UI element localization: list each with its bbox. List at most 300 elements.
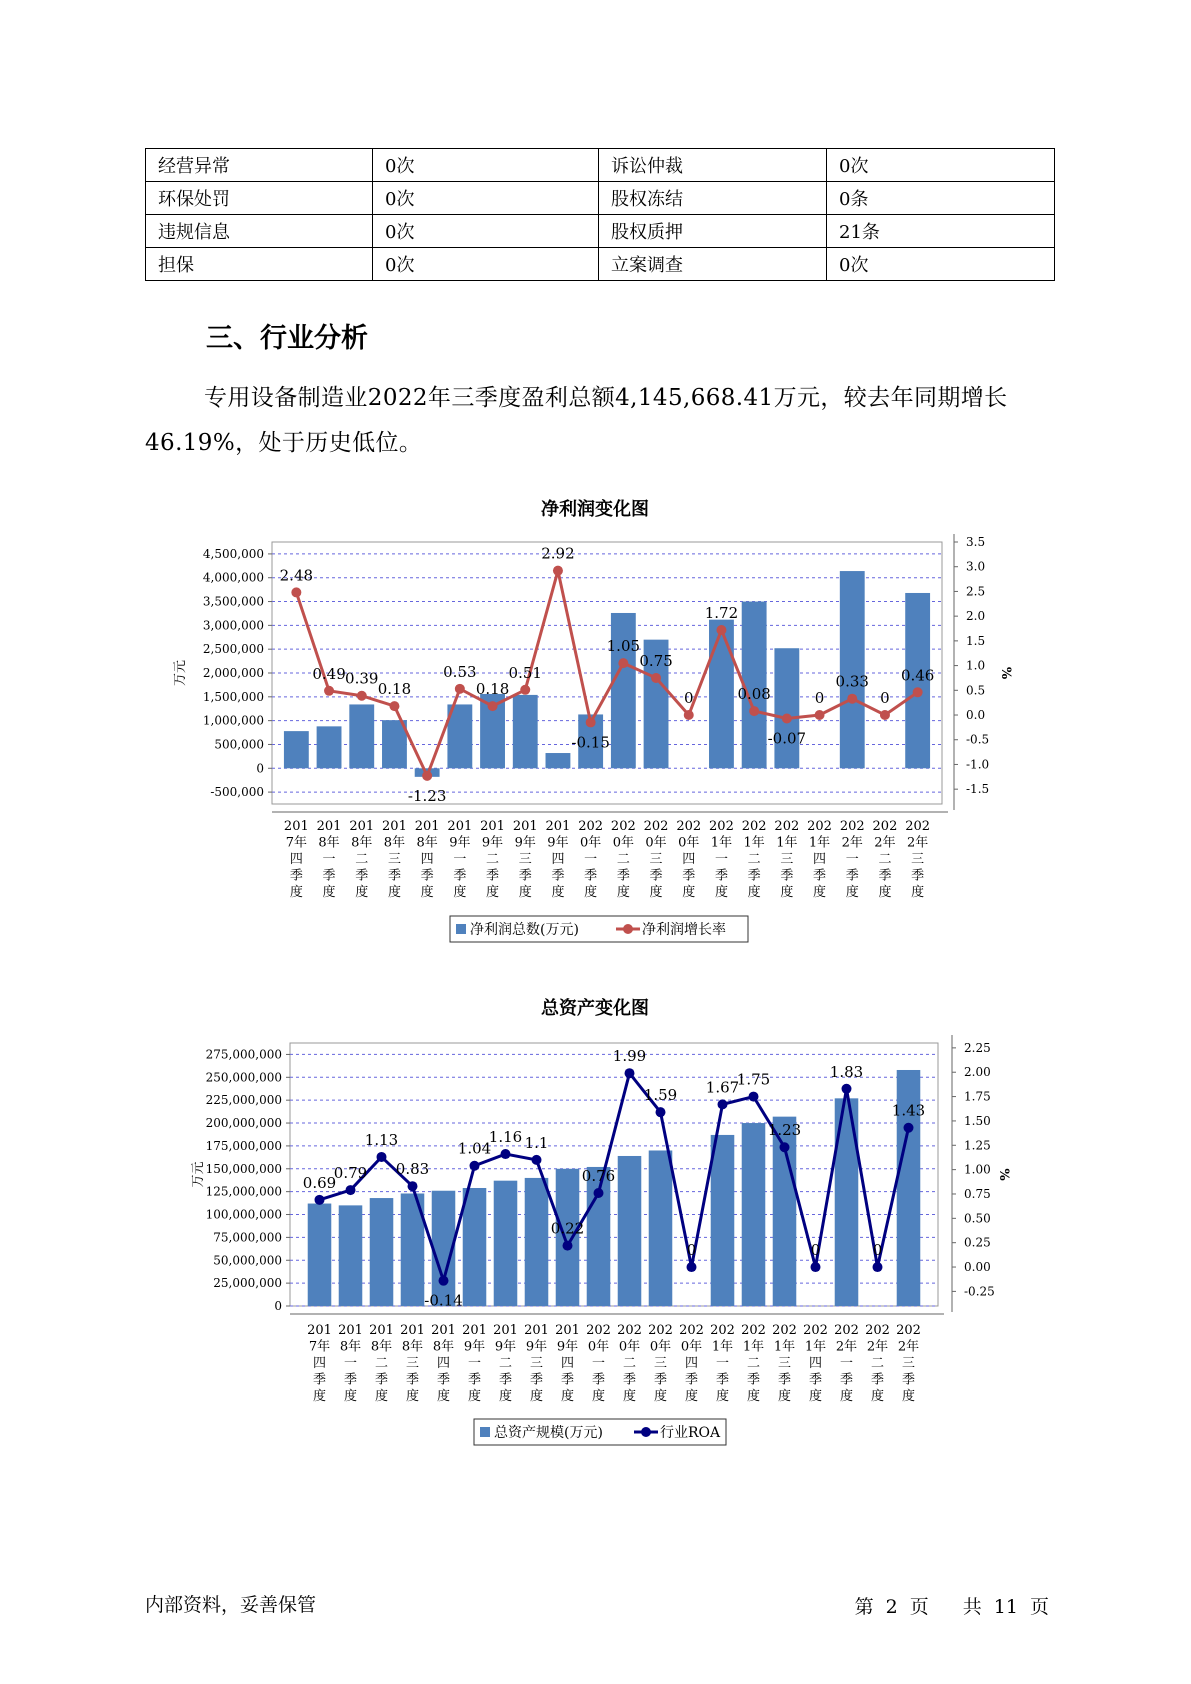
x-tick-label: 三 bbox=[387, 852, 401, 867]
y-tick-label: 175,000,000 bbox=[205, 1138, 282, 1153]
x-tick-label: 201 bbox=[414, 819, 440, 834]
series-point bbox=[718, 1099, 728, 1109]
x-tick-label: 四 bbox=[813, 852, 827, 867]
x-tick-label: 201 bbox=[316, 819, 342, 834]
x-tick-label: 202 bbox=[807, 819, 832, 834]
series-point bbox=[716, 625, 726, 635]
data-label: 1.13 bbox=[364, 1130, 399, 1149]
x-tick-label: 度 bbox=[870, 1389, 885, 1404]
x-tick-label: 201 bbox=[283, 819, 309, 834]
data-label: 0 bbox=[880, 689, 890, 708]
series-point bbox=[408, 1181, 418, 1191]
x-tick-label: 季 bbox=[780, 868, 794, 884]
x-tick-label: 度 bbox=[467, 1389, 482, 1404]
x-tick-label: 度 bbox=[878, 885, 892, 900]
bar bbox=[349, 704, 374, 768]
x-tick-label: 2年 bbox=[874, 835, 896, 851]
x-tick-label: 1年 bbox=[711, 1339, 734, 1355]
data-label: 0.18 bbox=[377, 680, 412, 699]
series-point bbox=[470, 1161, 480, 1171]
risk-info-table bbox=[145, 148, 1055, 281]
x-tick-label: 度 bbox=[622, 1389, 637, 1404]
y-tick-label: 100,000,000 bbox=[205, 1207, 282, 1222]
y-tick-label: 150,000,000 bbox=[205, 1161, 282, 1176]
series-point bbox=[422, 771, 432, 781]
chart-svg bbox=[0, 490, 1191, 950]
x-tick-label: 9年 bbox=[449, 835, 471, 851]
y2-tick-label: 2.0 bbox=[966, 609, 986, 624]
x-tick-label: 8年 bbox=[370, 1339, 393, 1355]
x-tick-label: 三 bbox=[405, 1356, 420, 1371]
x-tick-label: 2年 bbox=[866, 1339, 889, 1355]
x-tick-label: 季 bbox=[715, 1372, 730, 1388]
x-tick-label: 1年 bbox=[808, 835, 831, 851]
x-tick-label: 9年 bbox=[494, 1339, 517, 1355]
x-tick-label: 202 bbox=[710, 1323, 735, 1338]
y-tick-label: 4,500,000 bbox=[202, 546, 264, 561]
x-tick-label: 季 bbox=[486, 868, 500, 884]
data-label: -0.07 bbox=[767, 729, 807, 748]
x-tick-label: 0年 bbox=[680, 1339, 703, 1355]
legend-line-label: 净利润增长率 bbox=[642, 922, 726, 938]
x-tick-label: 季 bbox=[453, 868, 467, 884]
x-tick-label: 季 bbox=[436, 1372, 451, 1388]
x-tick-label: 202 bbox=[679, 1323, 704, 1338]
y2-tick-label: 1.5 bbox=[966, 633, 986, 648]
y2-tick-label: 3.0 bbox=[966, 559, 986, 574]
data-label: 1.43 bbox=[891, 1101, 926, 1120]
x-tick-label: 一 bbox=[453, 852, 467, 867]
x-tick-label: 度 bbox=[529, 1389, 544, 1404]
bar bbox=[774, 648, 799, 768]
table-cell-label: 环保处罚 bbox=[146, 182, 373, 215]
y-tick-label: 25,000,000 bbox=[213, 1276, 282, 1291]
x-tick-label: 度 bbox=[551, 885, 565, 900]
table-row bbox=[146, 248, 1055, 281]
x-tick-label: 8年 bbox=[351, 835, 373, 851]
series-point bbox=[618, 658, 628, 668]
series-point bbox=[656, 1107, 666, 1117]
table-cell-label: 担保 bbox=[146, 248, 373, 281]
series-point bbox=[594, 1188, 604, 1198]
y2-tick-label: 0.50 bbox=[964, 1211, 991, 1226]
x-tick-label: 四 bbox=[808, 1356, 823, 1371]
x-tick-label: 度 bbox=[911, 885, 925, 900]
x-tick-label: 0年 bbox=[678, 835, 700, 851]
data-label: 0.51 bbox=[508, 663, 542, 682]
x-tick-label: 度 bbox=[649, 885, 663, 900]
bar bbox=[494, 1181, 518, 1306]
bar bbox=[618, 1156, 642, 1306]
data-label: 1.16 bbox=[488, 1128, 523, 1147]
x-tick-label: 度 bbox=[845, 885, 859, 900]
x-tick-label: 202 bbox=[774, 819, 800, 834]
legend-line-marker bbox=[641, 1427, 651, 1437]
footer-confidential-note: 内部资料，妥善保管 bbox=[145, 1594, 317, 1616]
x-tick-label: 二 bbox=[498, 1356, 513, 1371]
y2-tick-label: 1.00 bbox=[964, 1162, 991, 1177]
x-tick-label: 四 bbox=[312, 1356, 327, 1371]
x-tick-label: 二 bbox=[746, 1356, 761, 1371]
x-tick-label: 度 bbox=[777, 1389, 792, 1404]
table-cell-label: 立案调查 bbox=[599, 248, 827, 281]
x-tick-label: 季 bbox=[584, 868, 598, 884]
y2-tick-label: 0.25 bbox=[964, 1235, 991, 1250]
x-tick-label: 度 bbox=[901, 1389, 916, 1404]
x-tick-label: 度 bbox=[616, 885, 630, 900]
x-tick-label: 度 bbox=[746, 1389, 761, 1404]
x-tick-label: 二 bbox=[878, 852, 892, 867]
x-tick-label: 四 bbox=[551, 852, 565, 867]
x-tick-label: 季 bbox=[343, 1372, 358, 1388]
x-tick-label: 一 bbox=[715, 1356, 730, 1371]
series-point bbox=[625, 1068, 635, 1078]
bar bbox=[308, 1204, 332, 1306]
x-tick-label: 季 bbox=[845, 868, 859, 884]
x-tick-label: 202 bbox=[872, 819, 898, 834]
x-tick-label: 三 bbox=[777, 1356, 792, 1371]
series-point bbox=[346, 1185, 356, 1195]
x-tick-label: 度 bbox=[584, 885, 598, 900]
x-tick-label: 7年 bbox=[285, 835, 307, 851]
table-cell-label: 违规信息 bbox=[146, 215, 373, 248]
series-point bbox=[880, 710, 890, 720]
x-tick-label: 度 bbox=[780, 885, 794, 900]
data-label: 0.18 bbox=[475, 680, 510, 699]
x-tick-label: 度 bbox=[343, 1389, 358, 1404]
x-tick-label: 9年 bbox=[556, 1339, 579, 1355]
series-point bbox=[324, 686, 334, 696]
series-point bbox=[749, 1092, 759, 1102]
x-tick-label: 一 bbox=[845, 852, 859, 867]
data-label: 0 bbox=[872, 1241, 883, 1260]
section-title: 三、行业分析 bbox=[206, 323, 368, 354]
x-tick-label: 201 bbox=[400, 1323, 425, 1338]
data-label: 0.08 bbox=[737, 685, 771, 704]
x-tick-label: 201 bbox=[524, 1323, 549, 1338]
x-tick-label: 四 bbox=[436, 1356, 451, 1371]
y-tick-label: 75,000,000 bbox=[213, 1230, 282, 1245]
y2-tick-label: 0.00 bbox=[964, 1260, 991, 1275]
data-label: 0.46 bbox=[900, 666, 935, 685]
x-tick-label: 季 bbox=[560, 1372, 575, 1388]
x-tick-label: 二 bbox=[374, 1356, 389, 1371]
series-point bbox=[377, 1152, 387, 1162]
x-tick-label: 201 bbox=[369, 1323, 394, 1338]
table-cell-label: 经营异常 bbox=[146, 149, 373, 182]
x-tick-label: 度 bbox=[355, 885, 369, 900]
y2-tick-label: 3.5 bbox=[966, 535, 986, 549]
data-label: 1.59 bbox=[643, 1086, 678, 1105]
x-tick-label: 度 bbox=[312, 1389, 327, 1404]
x-tick-label: 季 bbox=[289, 868, 303, 884]
table-row bbox=[146, 182, 1055, 215]
x-tick-label: 度 bbox=[518, 885, 532, 900]
y-tick-label: -500,000 bbox=[210, 785, 264, 800]
y2-tick-label: 2.25 bbox=[964, 1040, 991, 1055]
series-point bbox=[586, 717, 596, 727]
data-label: 1.23 bbox=[767, 1121, 802, 1140]
series-point bbox=[501, 1149, 511, 1159]
data-label: 1.1 bbox=[524, 1133, 549, 1152]
x-tick-label: 度 bbox=[486, 885, 500, 900]
y2-tick-label: 1.50 bbox=[964, 1113, 991, 1128]
y-tick-label: 50,000,000 bbox=[213, 1253, 282, 1268]
bar bbox=[513, 695, 538, 768]
bar bbox=[317, 726, 342, 768]
x-tick-label: 季 bbox=[498, 1372, 513, 1388]
net-profit-chart bbox=[0, 490, 1191, 954]
y-tick-label: 2,000,000 bbox=[202, 666, 264, 680]
x-tick-label: 202 bbox=[839, 819, 865, 834]
bar bbox=[546, 753, 571, 768]
x-tick-label: 季 bbox=[649, 868, 663, 884]
x-tick-label: 一 bbox=[343, 1356, 358, 1371]
x-tick-label: 201 bbox=[480, 819, 505, 834]
x-tick-label: 二 bbox=[622, 1356, 637, 1371]
x-tick-label: 季 bbox=[878, 868, 892, 884]
series-point bbox=[780, 1142, 790, 1152]
bar bbox=[284, 731, 309, 768]
bar bbox=[525, 1178, 549, 1306]
x-tick-label: 202 bbox=[709, 819, 734, 834]
y-axis-label: 万元 bbox=[191, 1161, 206, 1188]
legend-bar-label: 净利润总数(万元) bbox=[470, 922, 579, 938]
x-tick-label: 三 bbox=[911, 852, 925, 867]
x-tick-label: 201 bbox=[338, 1323, 363, 1338]
data-label: 0.49 bbox=[312, 664, 346, 683]
x-tick-label: 三 bbox=[518, 852, 532, 867]
bar bbox=[370, 1198, 394, 1306]
series-point bbox=[455, 684, 465, 694]
y2-tick-label: -0.5 bbox=[966, 732, 990, 747]
y2-tick-label: 1.0 bbox=[966, 658, 986, 673]
x-tick-label: 季 bbox=[591, 1372, 606, 1388]
x-tick-label: 201 bbox=[462, 1323, 487, 1338]
table-cell-value: 0次 bbox=[373, 182, 599, 215]
x-tick-label: 2年 bbox=[835, 1339, 858, 1355]
x-tick-label: 202 bbox=[617, 1323, 642, 1338]
y2-tick-label: 2.00 bbox=[964, 1065, 991, 1080]
x-tick-label: 四 bbox=[420, 852, 434, 867]
x-tick-label: 二 bbox=[486, 852, 500, 867]
data-label: 0 bbox=[686, 1241, 697, 1260]
x-tick-label: 9年 bbox=[547, 835, 569, 851]
x-tick-label: 202 bbox=[643, 819, 669, 834]
x-tick-label: 201 bbox=[555, 1323, 580, 1338]
x-tick-label: 度 bbox=[682, 885, 696, 900]
data-label: 0.53 bbox=[443, 662, 477, 681]
x-tick-label: 一 bbox=[591, 1356, 606, 1371]
x-tick-label: 201 bbox=[431, 1323, 456, 1338]
x-tick-label: 二 bbox=[355, 852, 369, 867]
x-tick-label: 0年 bbox=[580, 835, 602, 851]
x-tick-label: 202 bbox=[896, 1323, 921, 1338]
x-tick-label: 季 bbox=[622, 1372, 637, 1388]
x-tick-label: 四 bbox=[289, 852, 303, 867]
x-tick-label: 三 bbox=[901, 1356, 916, 1371]
x-tick-label: 度 bbox=[322, 885, 336, 900]
table-cell-value: 0次 bbox=[373, 248, 599, 281]
data-label: 0.33 bbox=[835, 672, 869, 691]
x-tick-label: 202 bbox=[803, 1323, 828, 1338]
data-label: 1.05 bbox=[606, 637, 641, 656]
x-tick-label: 季 bbox=[405, 1372, 420, 1388]
bar bbox=[649, 1150, 673, 1306]
x-tick-label: 度 bbox=[715, 1389, 730, 1404]
x-tick-label: 202 bbox=[772, 1323, 797, 1338]
x-tick-label: 季 bbox=[387, 868, 401, 884]
x-tick-label: 季 bbox=[777, 1372, 792, 1388]
x-tick-label: 季 bbox=[322, 868, 336, 884]
y-tick-label: 2,500,000 bbox=[202, 642, 264, 657]
x-tick-label: 三 bbox=[780, 852, 794, 867]
x-tick-label: 度 bbox=[289, 885, 303, 900]
x-tick-label: 0年 bbox=[645, 835, 667, 851]
y2-tick-label: 1.75 bbox=[964, 1089, 991, 1104]
x-tick-label: 1年 bbox=[742, 1339, 765, 1355]
y-axis-label: 万元 bbox=[173, 659, 188, 687]
x-tick-label: 202 bbox=[676, 819, 702, 834]
bar bbox=[711, 1135, 735, 1306]
x-tick-label: 9年 bbox=[514, 835, 536, 851]
legend-bar-swatch bbox=[456, 924, 466, 934]
legend-line-marker bbox=[623, 924, 633, 934]
data-label: 0.69 bbox=[302, 1173, 337, 1192]
series-point bbox=[532, 1155, 542, 1165]
series-point bbox=[439, 1276, 449, 1286]
x-tick-label: 0年 bbox=[587, 1339, 610, 1355]
x-tick-label: 201 bbox=[512, 819, 538, 834]
x-tick-label: 季 bbox=[813, 868, 827, 884]
y2-tick-label: 2.5 bbox=[966, 584, 986, 599]
legend-bar-swatch bbox=[480, 1427, 490, 1437]
x-tick-label: 201 bbox=[447, 819, 473, 834]
x-tick-label: 度 bbox=[684, 1389, 699, 1404]
chart-title: 净利润变化图 bbox=[541, 499, 649, 520]
x-tick-label: 201 bbox=[382, 819, 407, 834]
x-tick-label: 度 bbox=[420, 885, 434, 900]
x-tick-label: 四 bbox=[684, 1356, 699, 1371]
x-tick-label: 度 bbox=[808, 1389, 823, 1404]
bar bbox=[840, 571, 865, 768]
x-tick-label: 一 bbox=[839, 1356, 854, 1371]
x-tick-label: 四 bbox=[682, 852, 696, 867]
series-point bbox=[782, 713, 792, 723]
chart-svg bbox=[0, 986, 1191, 1456]
table-row bbox=[146, 149, 1055, 182]
data-label: 0 bbox=[810, 1241, 821, 1260]
x-tick-label: 一 bbox=[467, 1356, 482, 1371]
x-tick-label: 三 bbox=[653, 1356, 668, 1371]
series-point bbox=[687, 1262, 697, 1272]
x-tick-label: 201 bbox=[493, 1323, 518, 1338]
y-tick-label: 1,000,000 bbox=[202, 713, 264, 728]
table-cell-label: 股权质押 bbox=[599, 215, 827, 248]
y-tick-label: 500,000 bbox=[214, 737, 264, 752]
x-tick-label: 季 bbox=[911, 868, 925, 884]
data-label: 1.04 bbox=[457, 1139, 492, 1158]
x-tick-label: 8年 bbox=[416, 835, 438, 851]
data-label: 0.39 bbox=[345, 669, 379, 688]
series-point bbox=[563, 1241, 573, 1251]
series-point bbox=[815, 710, 825, 720]
y2-tick-label: 1.25 bbox=[964, 1138, 991, 1153]
table-cell-value: 0条 bbox=[827, 182, 1055, 215]
x-tick-label: 季 bbox=[551, 868, 565, 884]
x-tick-label: 季 bbox=[616, 868, 630, 884]
x-tick-label: 四 bbox=[560, 1356, 575, 1371]
x-tick-label: 201 bbox=[349, 819, 375, 834]
x-tick-label: 度 bbox=[714, 885, 728, 900]
y-tick-label: 225,000,000 bbox=[205, 1093, 282, 1108]
data-label: 2.92 bbox=[541, 544, 575, 563]
y2-tick-label: -1.5 bbox=[966, 782, 990, 797]
data-label: 0 bbox=[814, 689, 825, 708]
total-assets-chart bbox=[0, 986, 1191, 1460]
table-cell-label: 诉讼仲裁 bbox=[599, 149, 827, 182]
x-tick-label: 202 bbox=[648, 1323, 673, 1338]
x-tick-label: 季 bbox=[653, 1372, 668, 1388]
series-point bbox=[651, 673, 661, 683]
x-tick-label: 9年 bbox=[525, 1339, 548, 1355]
data-label: 0.75 bbox=[639, 651, 673, 670]
data-label: -1.23 bbox=[407, 786, 447, 805]
series-point bbox=[553, 566, 563, 576]
x-tick-label: 0年 bbox=[649, 1339, 672, 1355]
x-tick-label: 0年 bbox=[612, 835, 634, 851]
y2-tick-label: 0.75 bbox=[964, 1186, 991, 1201]
x-tick-label: 季 bbox=[312, 1372, 327, 1388]
x-tick-label: 季 bbox=[901, 1372, 916, 1388]
y2-tick-label: -1.0 bbox=[966, 757, 990, 772]
x-tick-label: 度 bbox=[453, 885, 467, 900]
data-label: 0.76 bbox=[581, 1167, 616, 1186]
x-tick-label: 度 bbox=[591, 1389, 606, 1404]
y-tick-label: 3,500,000 bbox=[202, 594, 264, 609]
x-tick-label: 季 bbox=[355, 868, 369, 884]
x-tick-label: 度 bbox=[387, 885, 401, 900]
x-tick-label: 度 bbox=[653, 1389, 668, 1404]
x-tick-label: 202 bbox=[865, 1323, 890, 1338]
x-tick-label: 2年 bbox=[907, 835, 929, 851]
bar bbox=[742, 1123, 766, 1306]
x-tick-label: 8年 bbox=[318, 835, 340, 851]
series-point bbox=[315, 1195, 325, 1205]
series-point bbox=[913, 687, 923, 697]
x-tick-label: 202 bbox=[610, 819, 636, 834]
x-tick-label: 季 bbox=[518, 868, 532, 884]
footer-page-number: 第 2 页 共 11 页 bbox=[854, 1596, 1049, 1618]
data-label: 1.99 bbox=[612, 1047, 647, 1066]
x-tick-label: 9年 bbox=[463, 1339, 486, 1355]
data-label: 2.48 bbox=[279, 566, 314, 585]
y2-tick-label: 0.5 bbox=[966, 683, 986, 698]
y-tick-label: 0 bbox=[256, 761, 264, 776]
legend-bar-label: 总资产规模(万元) bbox=[494, 1425, 603, 1441]
data-label: 0.83 bbox=[395, 1160, 430, 1179]
x-tick-label: 9年 bbox=[481, 835, 504, 851]
y-tick-label: 275,000,000 bbox=[205, 1047, 282, 1062]
series-point bbox=[873, 1262, 883, 1272]
x-tick-label: 季 bbox=[808, 1372, 823, 1388]
x-tick-label: 季 bbox=[839, 1372, 854, 1388]
x-tick-label: 8年 bbox=[383, 835, 406, 851]
y-tick-label: 1,500,000 bbox=[202, 689, 264, 704]
y2-axis-label: % bbox=[996, 1168, 1011, 1181]
y2-tick-label: 0.0 bbox=[966, 708, 986, 723]
x-tick-label: 二 bbox=[870, 1356, 885, 1371]
